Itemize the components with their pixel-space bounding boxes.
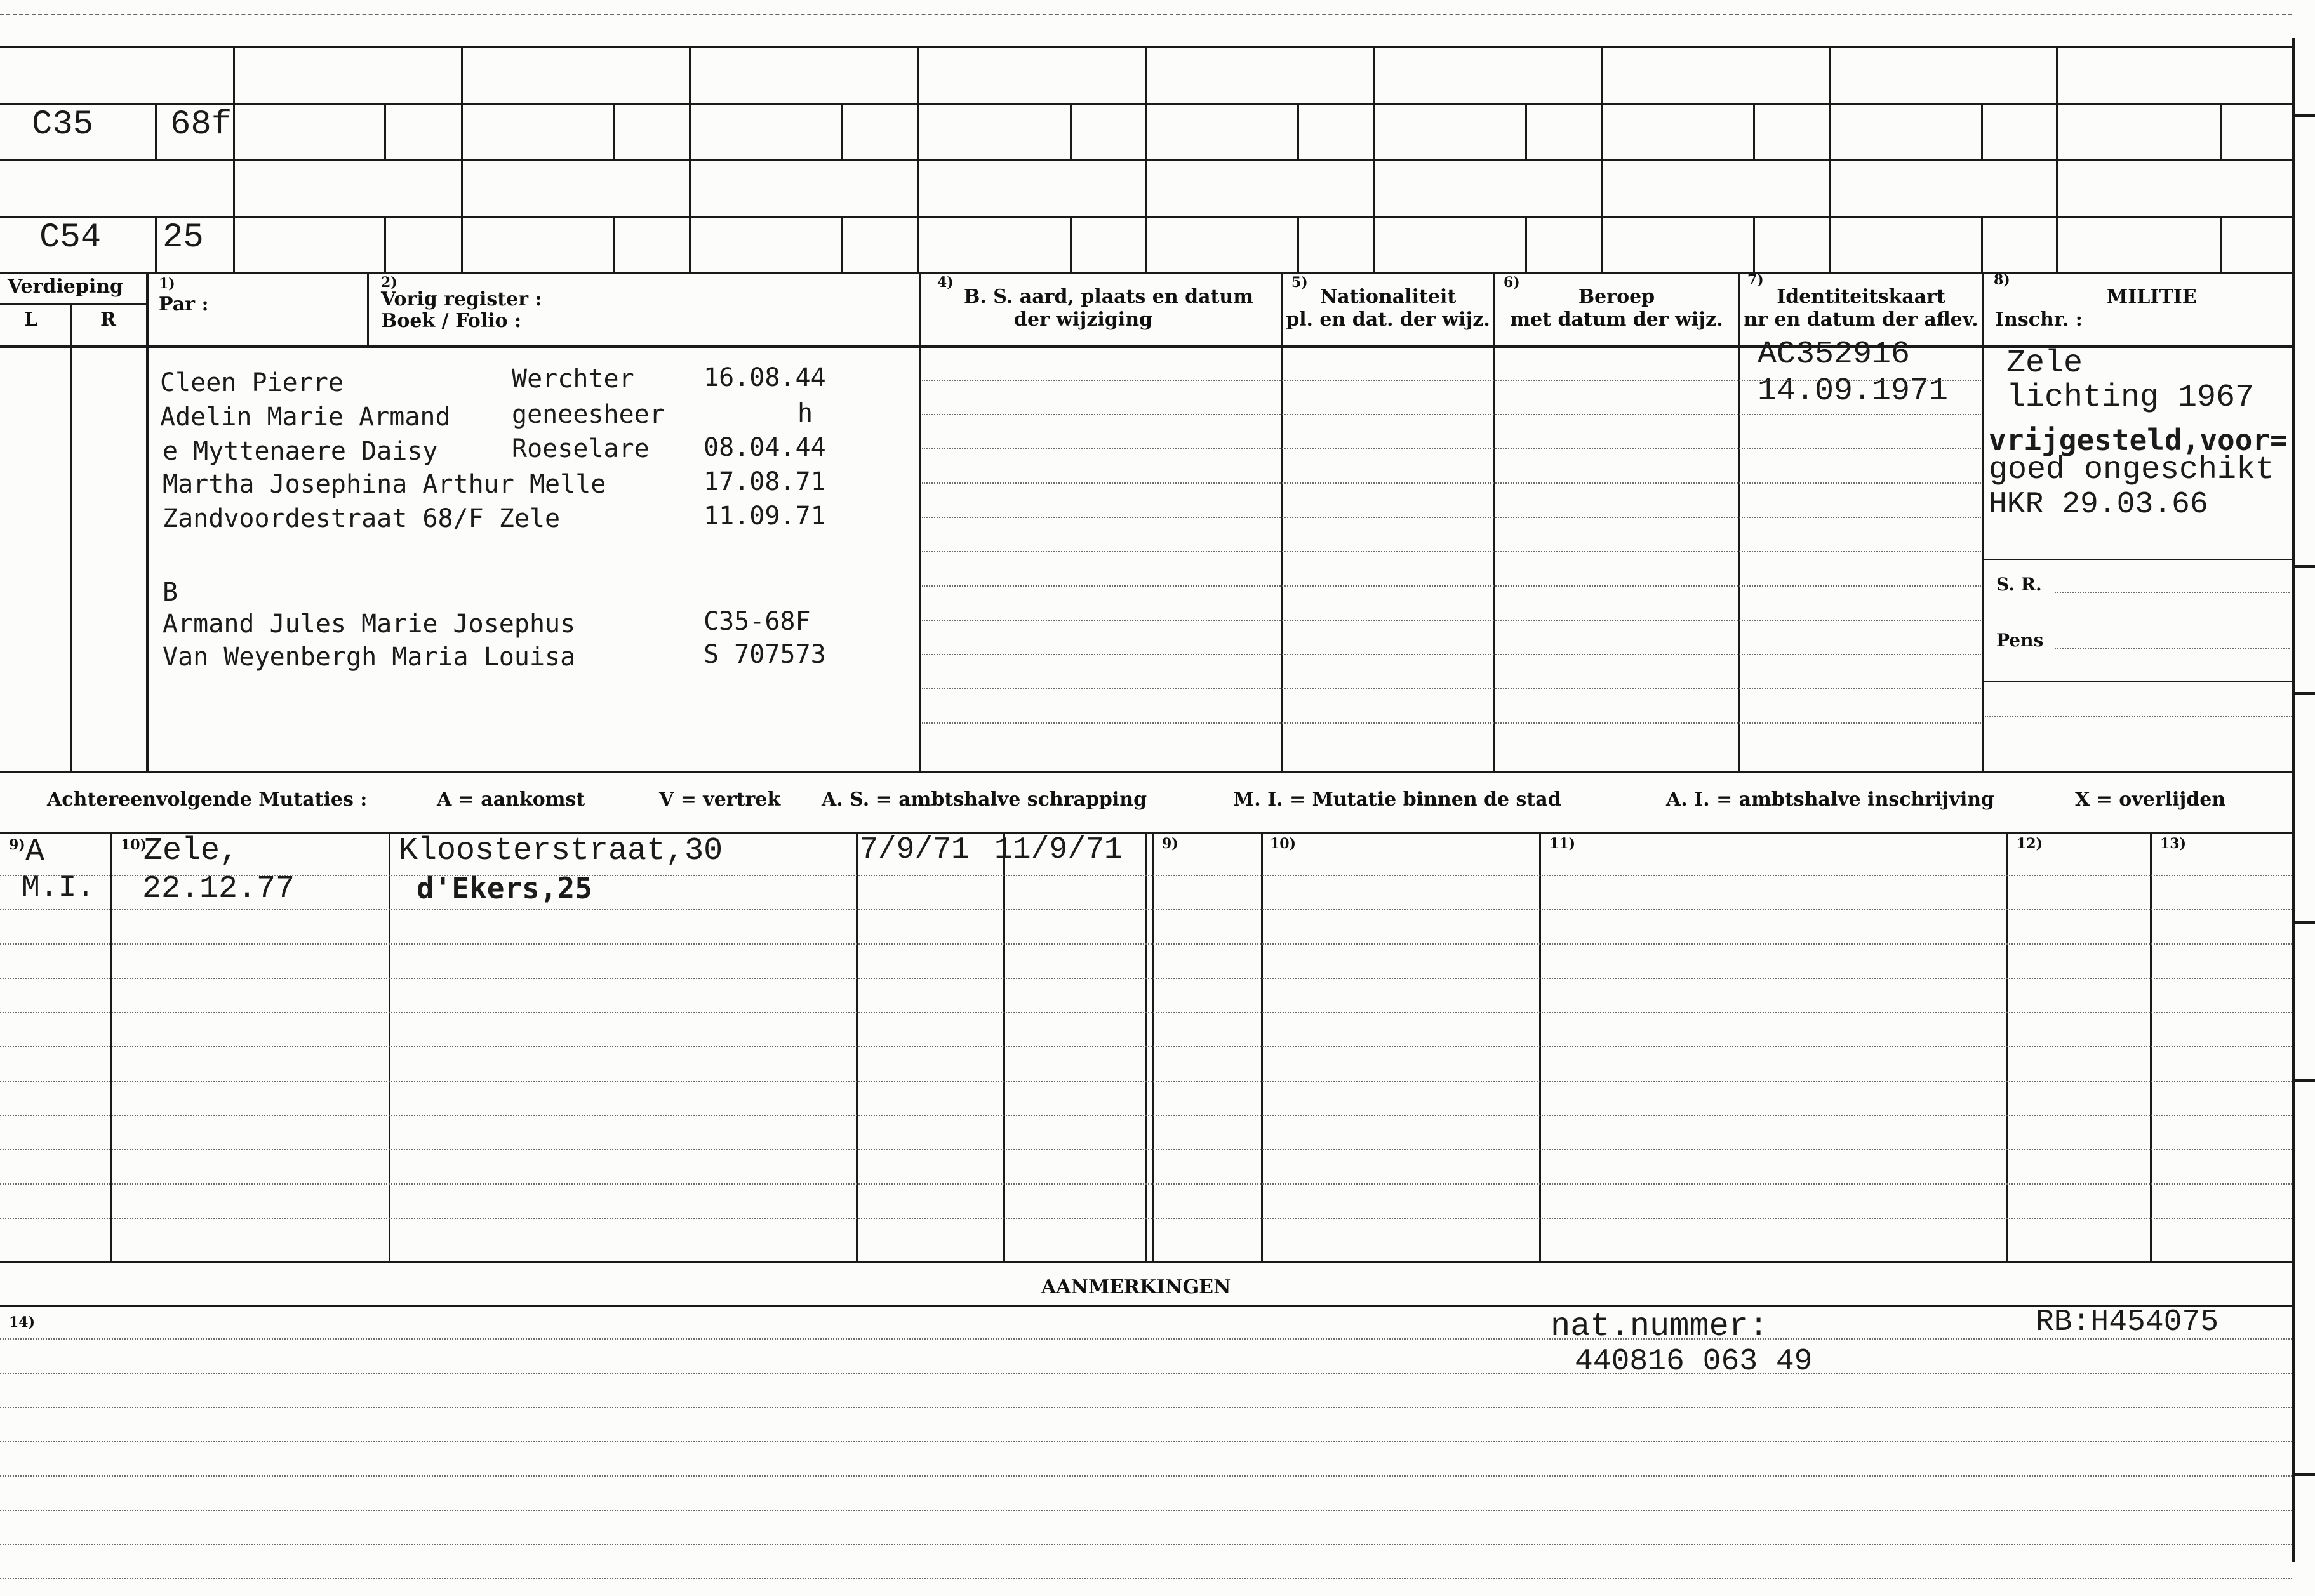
mutation-type-1: A	[25, 834, 45, 870]
mutation-date-2: 22.12.77	[142, 871, 295, 907]
person-birthplace: Werchter	[512, 364, 634, 394]
rule	[0, 771, 2293, 773]
mutation-street-1: Kloosterstraat,30	[399, 833, 723, 869]
rule	[146, 273, 149, 772]
header-militie: MILITIE	[2107, 286, 2197, 308]
header-verdieping: Verdieping	[8, 276, 124, 298]
dotted-rule	[0, 1046, 2292, 1047]
nat-number-label: nat.nummer:	[1551, 1308, 1769, 1345]
mut-col-10: 10)	[121, 837, 147, 853]
rule	[2292, 38, 2295, 1562]
dotted-rule	[0, 943, 2292, 945]
dotted-rule	[922, 654, 1981, 655]
header-inschr: Inschr. :	[1995, 309, 2083, 331]
mut-col-9: 9)	[9, 837, 25, 853]
rule	[1070, 103, 1072, 159]
edge-mark	[2293, 692, 2315, 695]
rule	[1297, 216, 1299, 272]
nat-number-value: 440816 063 49	[1575, 1345, 1813, 1379]
mutation-type-2: M.I.	[22, 871, 95, 905]
register-folio-2: 25	[163, 218, 204, 257]
rule	[233, 46, 235, 273]
rule	[1753, 103, 1755, 159]
register-folio-1: 68f	[170, 105, 232, 144]
header-par-number: 1)	[159, 276, 175, 292]
edge-mark	[2293, 1473, 2315, 1476]
rule	[1297, 103, 1299, 159]
rule	[1984, 681, 2293, 682]
rule	[917, 46, 919, 273]
dotted-rule	[0, 1081, 2292, 1082]
register-book-1: C35	[32, 105, 94, 144]
rule	[367, 273, 369, 347]
register-book-2: C54	[39, 218, 102, 257]
legend-inschrijving: A. I. = ambtshalve inschrijving	[1666, 788, 1995, 811]
rule	[384, 216, 386, 272]
mutation-place-1: Zele,	[143, 833, 239, 869]
rule	[841, 216, 843, 272]
rule	[1738, 273, 1740, 772]
dotted-rule	[922, 517, 1981, 518]
rule	[1281, 273, 1283, 772]
edge-mark	[2293, 921, 2315, 924]
rule	[689, 46, 691, 273]
legend-mutatie: M. I. = Mutatie binnen de stad	[1233, 788, 1561, 811]
id-card-number: AC352916	[1758, 336, 1911, 373]
rule	[2220, 103, 2222, 159]
rule	[1981, 103, 1983, 159]
rb-number: RB:H454075	[2036, 1305, 2219, 1340]
mutation-date-1b: 11/9/71	[994, 833, 1123, 867]
rule	[0, 345, 2293, 348]
mut-col-12: 12)	[2017, 835, 2043, 852]
rule	[1981, 216, 1983, 272]
parent1-ref: C35-68F	[704, 607, 811, 636]
dotted-rule	[922, 688, 1981, 689]
rule	[155, 108, 157, 159]
section-letter: B	[163, 578, 178, 607]
dotted-rule	[922, 551, 1981, 552]
parent2-ref: S 707573	[704, 640, 826, 669]
header-r: R	[100, 309, 116, 331]
militia-status: vrijgesteld,voor=	[1989, 423, 2288, 457]
dotted-rule	[0, 909, 2292, 910]
parent2-name: Van Weyenbergh Maria Louisa	[163, 642, 576, 672]
dotted-rule	[0, 1544, 2292, 1545]
spouse-name: e Myttenaere Daisy	[163, 437, 438, 466]
header-nat-line1: Nationaliteit	[1319, 286, 1457, 308]
edge-mark	[2293, 1079, 2315, 1082]
rule	[1525, 103, 1527, 159]
rule	[1070, 216, 1072, 272]
mut-col-10b: 10)	[1270, 835, 1297, 852]
rule	[70, 303, 72, 772]
dotted-rule	[0, 875, 2292, 876]
dotted-rule	[0, 1115, 2292, 1116]
rule	[155, 218, 157, 272]
rule	[1753, 216, 1755, 272]
rule	[1525, 216, 1527, 272]
header-vorig-register: Vorig register :	[381, 288, 542, 310]
mut-col-13: 13)	[2160, 835, 2187, 852]
parent1-name: Armand Jules Marie Josephus	[163, 609, 576, 639]
legend-overlijden: X = overlijden	[2075, 788, 2226, 811]
rule	[461, 46, 463, 273]
dotted-rule	[0, 1183, 2292, 1185]
remarks-title: AANMERKINGEN	[1041, 1276, 1231, 1298]
dotted-rule	[0, 1218, 2292, 1219]
rule	[613, 103, 615, 159]
legend-schrapping: A. S. = ambtshalve schrapping	[822, 788, 1147, 811]
dotted-rule	[922, 585, 1981, 587]
address-date: 11.09.71	[704, 502, 826, 531]
spouse-birthdate: 08.04.44	[704, 433, 826, 462]
dotted-rule	[922, 380, 1981, 381]
dotted-rule	[0, 978, 2292, 979]
dotted-rule	[0, 1338, 2292, 1340]
header-beroep-line2: met datum der wijz.	[1510, 309, 1723, 331]
dotted-rule	[0, 1510, 2292, 1511]
dotted-rule	[0, 1407, 2292, 1408]
rule	[0, 1305, 2293, 1307]
header-vorig-number: 2)	[381, 274, 397, 291]
header-mil-number: 8)	[1994, 272, 2010, 288]
person-birthdate: 16.08.44	[704, 363, 826, 392]
dotted-rule	[922, 482, 1981, 484]
address: Zandvoordestraat 68/F Zele	[163, 504, 561, 533]
rule	[0, 303, 146, 305]
header-bs-line1: B. S. aard, plaats en datum	[964, 286, 1253, 308]
dotted-rule	[0, 1578, 2292, 1579]
header-nat-number: 5)	[1291, 274, 1308, 291]
mut-col-11: 11)	[1549, 835, 1576, 852]
edge-mark	[2293, 565, 2315, 568]
mut-col-9b: 9)	[1162, 835, 1178, 852]
header-beroep-line1: Beroep	[1578, 286, 1655, 308]
militia-year: lichting 1967	[2006, 380, 2255, 416]
dotted-rule	[1985, 716, 2292, 717]
rule	[1601, 46, 1603, 273]
marriage-date: 17.08.71	[704, 467, 826, 496]
rule	[384, 103, 386, 159]
dotted-rule	[922, 414, 1981, 415]
header-id-line1: Identiteitskaart	[1777, 286, 1945, 308]
mutation-date-1a: 7/9/71	[860, 833, 970, 867]
header-beroep-number: 6)	[1504, 274, 1520, 291]
militia-pens-label: Pens	[1996, 630, 2044, 651]
rule	[1145, 46, 1147, 273]
legend-vertrek: V = vertrek	[659, 788, 781, 811]
rule	[919, 273, 921, 772]
dotted-rule	[922, 722, 1981, 724]
legend-aankomst: A = aankomst	[437, 788, 585, 811]
header-id-line2: nr en datum der aflev.	[1744, 309, 1978, 331]
header-nat-line2: pl. en dat. der wijz.	[1286, 309, 1490, 331]
dotted-rule	[0, 1373, 2292, 1374]
header-l: L	[24, 309, 38, 331]
rule	[2220, 216, 2222, 272]
header-boek-folio: Boek / Folio :	[381, 310, 522, 332]
person-profession-mark: h	[797, 399, 813, 428]
spouse-given-names: Martha Josephina Arthur Melle	[163, 470, 606, 499]
header-bs-number: 4)	[937, 274, 954, 291]
legend-title: Achtereenvolgende Mutaties :	[47, 788, 368, 811]
rule	[1493, 273, 1495, 772]
person-name: Cleen Pierre	[160, 368, 344, 397]
top-edge-dashes	[0, 14, 2292, 15]
header-id-number: 7)	[1747, 272, 1764, 288]
header-par: Par :	[159, 293, 209, 316]
edge-mark	[2293, 114, 2315, 117]
sr-dotline	[2055, 592, 2290, 593]
person-profession: geneesheer	[512, 400, 665, 429]
dotted-rule	[922, 620, 1981, 621]
rule	[1829, 46, 1831, 273]
spouse-birthplace: Roeselare	[512, 434, 650, 463]
rule	[2056, 46, 2058, 273]
dotted-rule	[0, 1149, 2292, 1150]
rule	[613, 216, 615, 272]
militia-status-2: goed ongeschikt	[1989, 452, 2275, 488]
militia-place: Zele	[2006, 345, 2083, 382]
header-bs-line2: der wijziging	[1014, 309, 1152, 331]
mutation-street-2: d'Ekers,25	[417, 871, 592, 905]
rule	[841, 103, 843, 159]
militia-date: HKR 29.03.66	[1989, 488, 2208, 522]
remarks-number: 14)	[9, 1314, 36, 1331]
rule	[1984, 559, 2293, 560]
militia-sr-label: S. R.	[1996, 574, 2042, 595]
pens-dotline	[2055, 648, 2290, 649]
id-card-date: 14.09.1971	[1758, 373, 1949, 409]
person-given-names: Adelin Marie Armand	[160, 402, 451, 432]
rule	[1373, 46, 1375, 273]
dotted-rule	[0, 1475, 2292, 1477]
rule	[1982, 273, 1984, 772]
dotted-rule	[0, 1441, 2292, 1442]
dotted-rule	[0, 1012, 2292, 1013]
dotted-rule	[922, 448, 1981, 449]
